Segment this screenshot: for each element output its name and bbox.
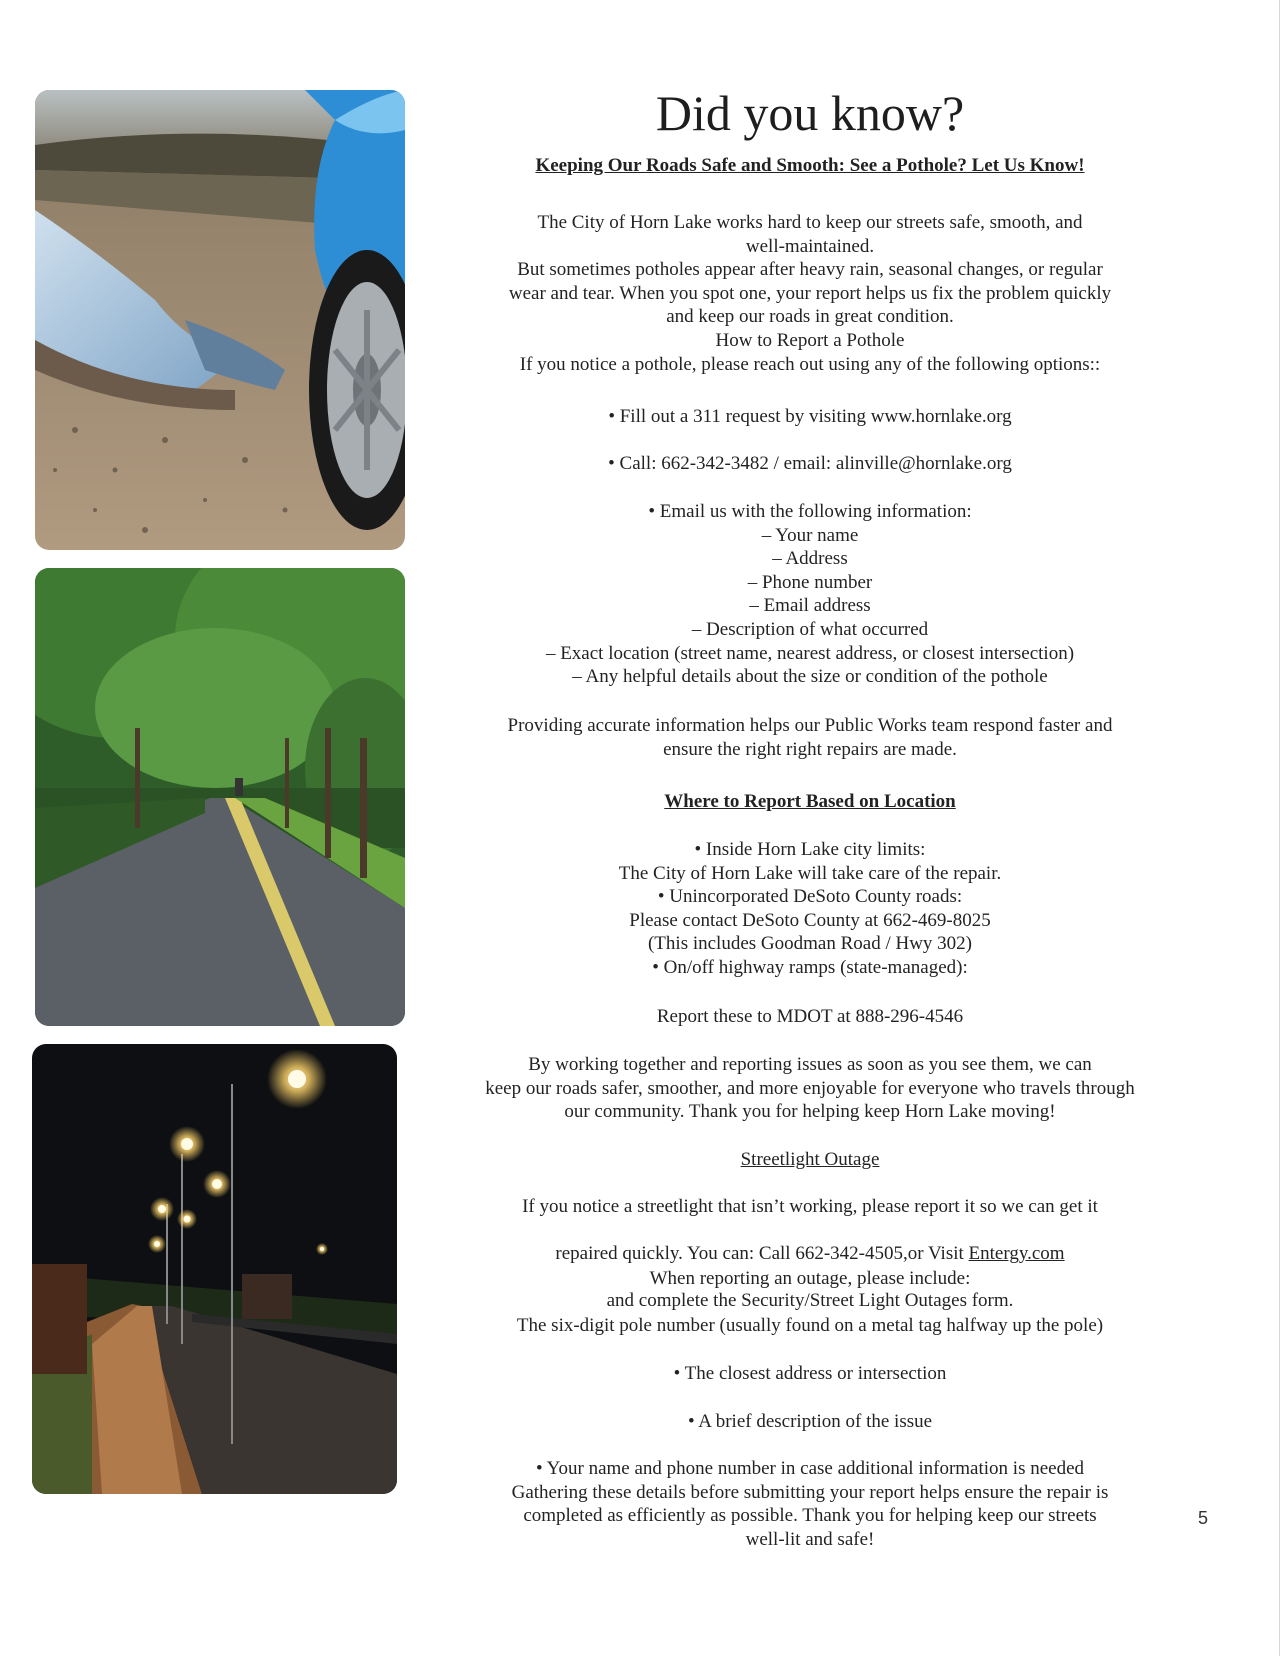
pothole-heading: Keeping Our Roads Safe and Smooth: See a Pothole? Let Us Know! <box>535 155 1085 176</box>
streetlight-heading: Streetlight Outage <box>740 1149 880 1170</box>
option-311: • Fill out a 311 request by visiting www.hornlake.org <box>608 406 1012 427</box>
streetlight-line-2 <box>425 1242 1195 1266</box>
streetlight-text <box>425 1171 1195 1336</box>
page-number: 5 <box>1198 1508 1209 1528</box>
email-info-list: • Email us with the following information: – Your name – Address – Phone number – Email address – Description of what occurred – Exact location (street name, nearest address, or closest intersection) – Any helpful details about the size or condition of the pothole <box>545 501 1075 688</box>
streetlight-line-1: If you notice a streetlight that isn’t working, please report it so we can get it <box>522 1195 1098 1217</box>
streetlight-line-2-text: repaired quickly. You can: Call 662-342-4505,or Visit <box>555 1242 969 1264</box>
where-heading: Where to Report Based on Location <box>664 791 956 812</box>
locations-list: • Inside Horn Lake city limits: The City of Horn Lake will take care of the repair. • Unincorporated DeSoto County roads: Please contact DeSoto County at 662-469-8025 (This includes Goodman Road / Hwy 302) • On/off highway ramps (state-managed): <box>618 839 1002 978</box>
intro-text: The City of Horn Lake works hard to keep our streets safe, smooth, and well-maintained. But sometimes potholes appear after heavy rain, seasonal changes, or regular wear and tear. When you spot one, your report helps us fix the problem quickly and keep our roads in great condition. How to Report a Pothole If you notice a pothole, please reach out using any of the following options:: <box>508 212 1112 375</box>
mdot-text: Report these to MDOT at 888-296-4546 <box>656 1006 964 1027</box>
accuracy-text: Providing accurate information helps our Public Works team respond faster and ensure the right right repairs are made. <box>507 715 1113 760</box>
closing-text: • Your name and phone number in case additional information is needed Gathering these details before submitting your report helps ensure the repair is completed as efficiently as possible. Thank you for helping keep our streets well-lit and safe! <box>511 1458 1109 1550</box>
together-text: By working together and reporting issues as soon as you see them, we can keep our roads safer, smoother, and more enjoyable for everyone who travels through our community. Thank you for helping keep Horn Lake moving! <box>485 1054 1135 1123</box>
pothole-photo <box>35 90 405 550</box>
page-title: Did you know? <box>655 85 965 141</box>
tree-lined-path-photo <box>35 568 405 1026</box>
include-intro: When reporting an outage, please include: <box>649 1268 971 1289</box>
include-address: • The closest address or intersection <box>673 1363 947 1384</box>
streetlights-night-photo <box>32 1044 397 1494</box>
include-description: • A brief description of the issue <box>687 1411 933 1432</box>
streetlight-line-3: and complete the Security/Street Light Outages form. <box>606 1289 1014 1311</box>
option-call: • Call: 662-342-3482 / email: alinville@hornlake.org <box>608 453 1012 474</box>
include-pole: The six-digit pole number (usually found on a metal tag halfway up the pole) <box>516 1315 1104 1336</box>
entergy-link[interactable]: Entergy.com <box>968 1242 1065 1264</box>
